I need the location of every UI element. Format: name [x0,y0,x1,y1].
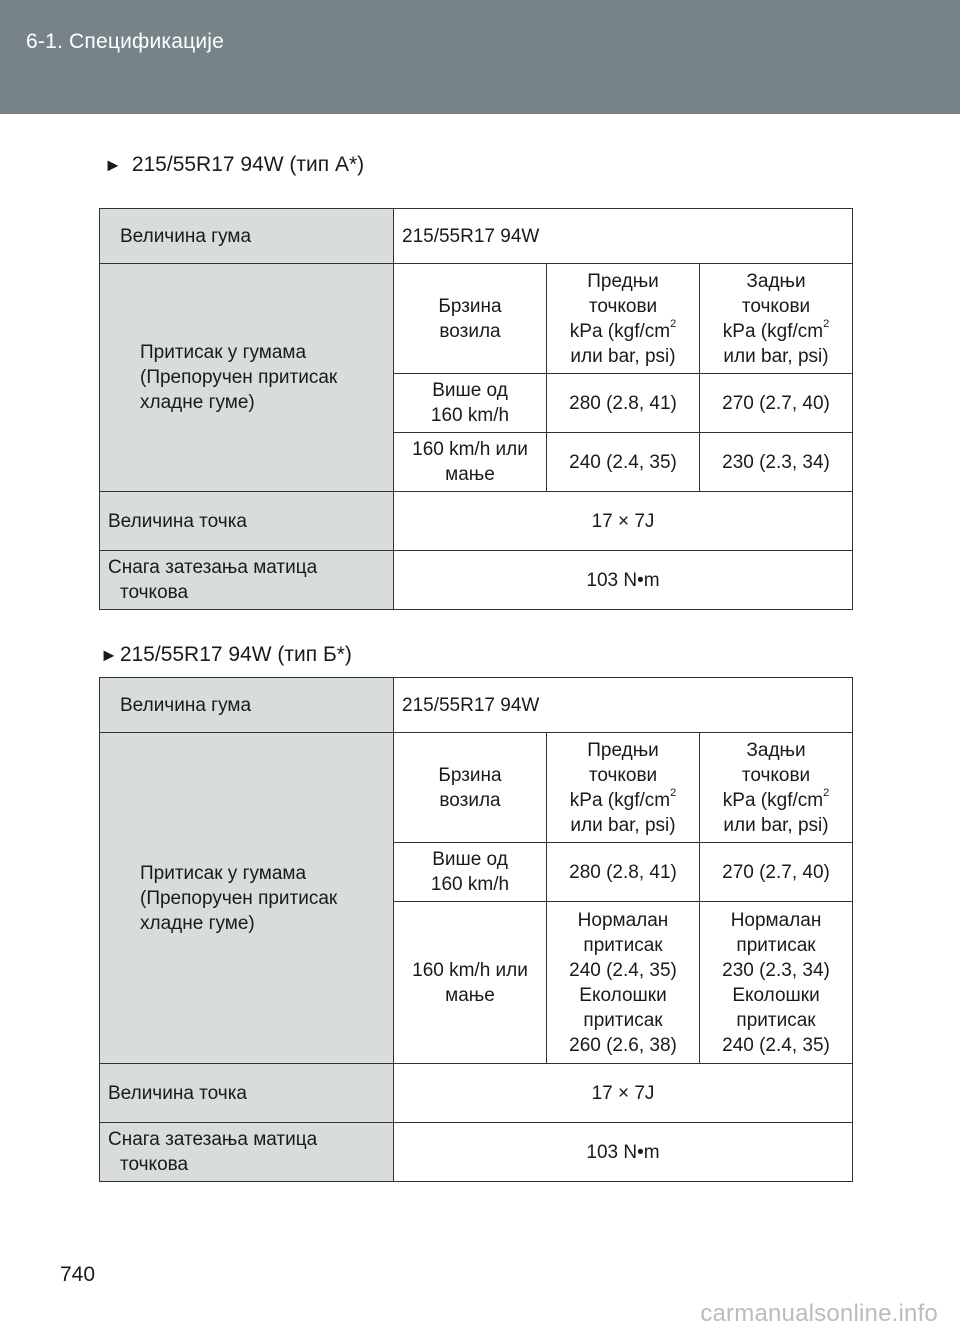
table-row [100,733,853,843]
speed-cell: 160 km/h или мање [394,902,547,1064]
section-heading-text: 215/55R17 94W (тип Б*) [119,643,352,666]
table-row [100,678,853,733]
wheel-size-label: Величина точка [100,492,394,551]
speed-header: Брзина возила [394,733,547,843]
torque-label: Снага затезања матица точкова [100,1123,394,1182]
page-number: 740 [60,1263,96,1286]
spec-table-type-b [99,677,853,1182]
tire-size-value: 215/55R17 94W [394,678,853,733]
speed-cell: 160 km/h или мање [394,433,547,492]
section-marker: ► [100,645,118,665]
table-row [100,264,853,374]
table-row [100,1064,853,1123]
section-marker: ► [104,155,122,175]
rear-pressure-cell: 230 (2.3, 34) [700,433,853,492]
torque-value: 103 N•m [394,551,853,610]
tire-size-label: Величина гума [100,209,394,264]
table-row [100,551,853,610]
torque-label: Снага затезања матица точкова [100,551,394,610]
wheel-size-value: 17 × 7J [394,492,853,551]
front-pressure-cell: 280 (2.8, 41) [547,374,700,433]
table-row [100,492,853,551]
speed-header: Брзина возила [394,264,547,374]
section-heading-type-a [104,153,364,177]
wheel-size-value: 17 × 7J [394,1064,853,1123]
table-row [100,209,853,264]
rear-wheels-header: Задњи точкови kPa ($kgf/cm^2$ или bar, psi) [700,264,853,374]
section-heading-type-b [100,643,352,667]
section-heading-text: 215/55R17 94W (тип А*) [131,153,365,176]
front-pressure-cell: 240 (2.4, 35) [547,433,700,492]
rear-pressure-cell: 270 (2.7, 40) [700,843,853,902]
rear-pressure-cell: Нормалан притисак 230 (2.3, 34) Еколошки притисак 240 (2.4, 35) [700,902,853,1064]
chapter-header [0,0,960,114]
tire-size-label: Величина гума [100,678,394,733]
front-pressure-cell: Нормалан притисак 240 (2.4, 35) Еколошки притисак 260 (2.6, 38) [547,902,700,1064]
table-row [100,1123,853,1182]
front-wheels-header: Предњи точкови kPa ($kgf/cm^2$ или bar, psi) [547,733,700,843]
front-wheels-header: Предњи точкови kPa ($kgf/cm^2$ или bar, psi) [547,264,700,374]
wheel-size-label: Величина точка [100,1064,394,1123]
watermark: carmanualsonline.info [700,1300,938,1327]
tire-size-value: 215/55R17 94W [394,209,853,264]
pressure-label: Притисак у гумама (Препоручен притисак хладне гуме) [100,733,394,1064]
spec-table-type-a [99,208,853,610]
speed-cell: Више од 160 km/h [394,843,547,902]
speed-cell: Више од 160 km/h [394,374,547,433]
rear-pressure-cell: 270 (2.7, 40) [700,374,853,433]
rear-wheels-header: Задњи точкови kPa ($kgf/cm^2$ или bar, psi) [700,733,853,843]
pressure-label: Притисак у гумама (Препоручен притисак хладне гуме) [100,264,394,492]
front-pressure-cell: 280 (2.8, 41) [547,843,700,902]
chapter-title: 6-1. Спецификације [26,30,225,53]
torque-value: 103 N•m [394,1123,853,1182]
